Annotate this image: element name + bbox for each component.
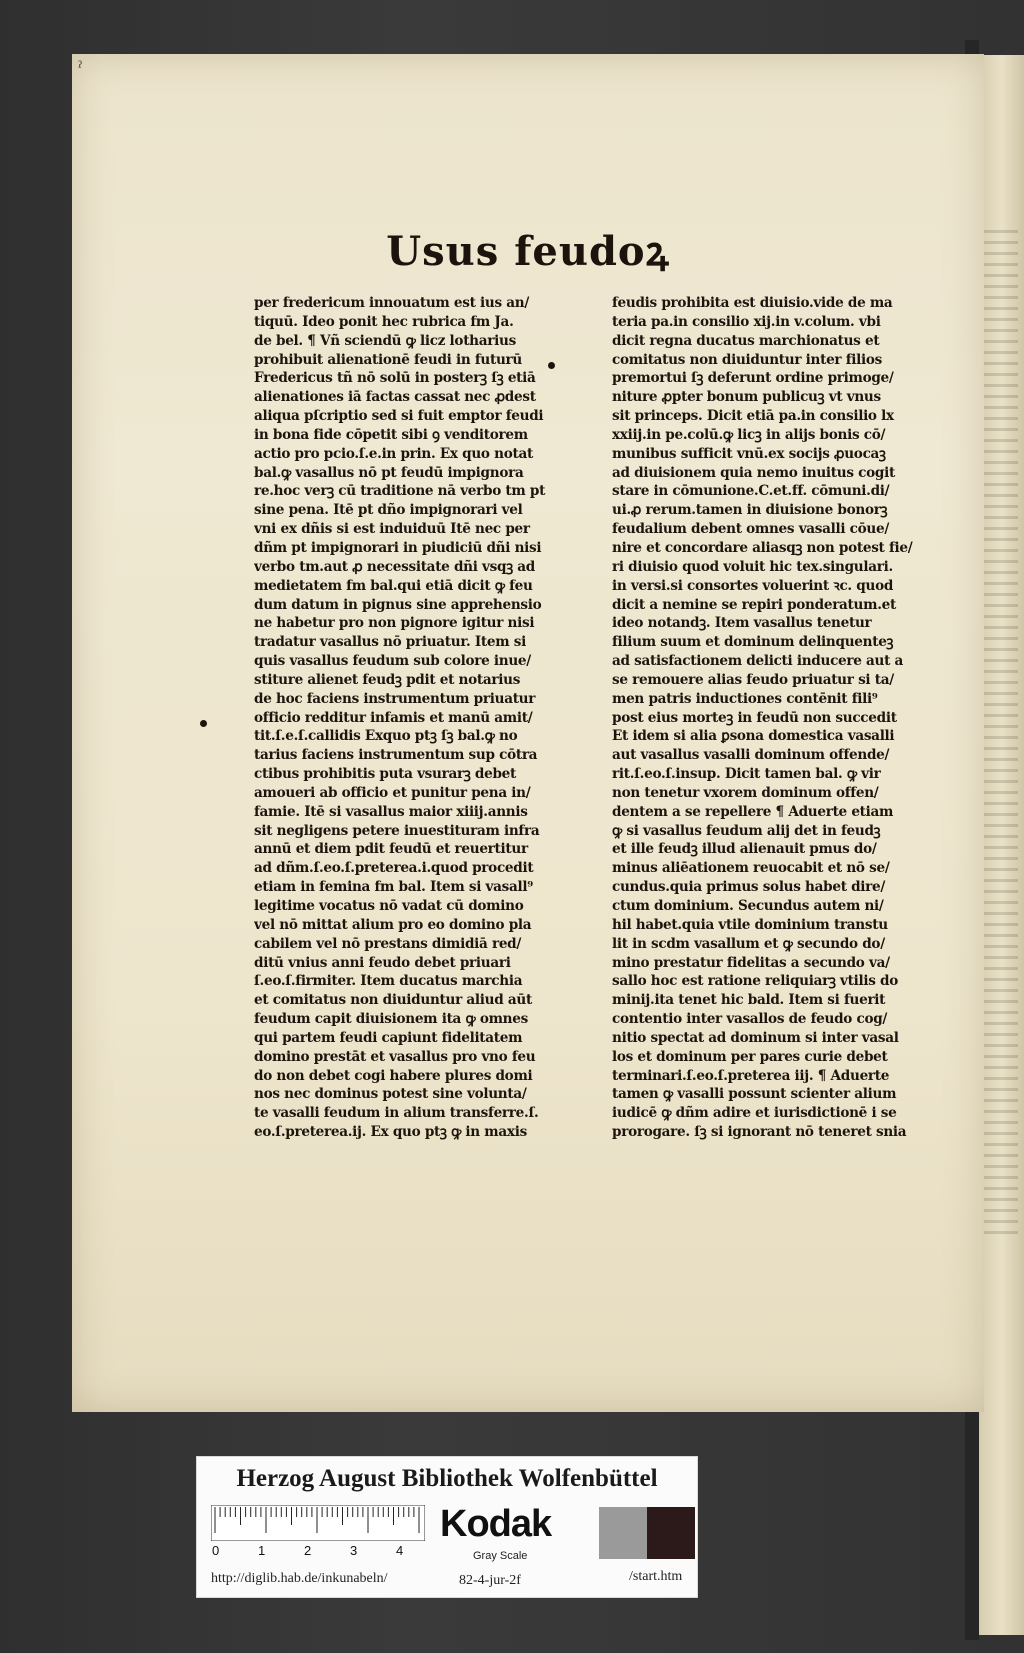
text-line: premortui ſꝫ deferunt ordine primoge/	[612, 370, 894, 387]
text-line: prorogare. ſꝫ si ignorant nō teneret snia	[612, 1124, 907, 1141]
text-line: feudum capit diuisionem ita ꝙ omnes	[254, 1011, 528, 1028]
text-line: se remouere alias feudo priuatur si ta/	[612, 671, 894, 688]
text-line: niture ꝓpter bonum publicuꝫ vt vnus	[612, 389, 881, 406]
text-line: ui.ꝓ rerum.tamen in diuisione bonorꝫ	[612, 502, 888, 519]
ruler-number: 2	[304, 1543, 312, 1558]
text-line: feudalium debent omnes vasalli cōue/	[612, 521, 890, 538]
text-line: te vasalli feudum in alium transferre.ſ.	[254, 1105, 539, 1122]
text-line: mino prestatur fidelitas a secundo va/	[612, 954, 890, 971]
text-line: ri diuisio quod voluit hic tex.singulari.	[612, 558, 893, 575]
text-line: et comitatus non diuiduntur aliud aūt	[254, 992, 532, 1009]
text-line: annū et diem pdit feudū et reuertitur	[254, 841, 528, 858]
text-line: de bel. ¶ Vñ sciendū ꝙ licz lotharius	[254, 332, 516, 349]
text-line: cabilem vel nō prestans dimidiā red/	[254, 935, 522, 952]
text-line: dicit regna ducatus marchionatus et	[612, 332, 880, 349]
ruler-number: 4	[396, 1543, 404, 1558]
text-line: minij.ita tenet hic bald. Item si fuerit	[612, 992, 886, 1009]
text-line: dum datum in pignus sine apprehensio	[254, 596, 542, 613]
text-line: ad satisfactionem delicti inducere aut a	[612, 653, 904, 670]
text-line: medietatem fm bal.qui etiā dicit ꝙ feu	[254, 577, 533, 594]
ink-dot	[548, 362, 555, 369]
text-line: ad dñm.ſ.eo.ſ.preterea.i.quod procedit	[254, 860, 534, 877]
text-line: amoueri ab officio et punitur pena in/	[254, 784, 531, 801]
text-line: stiture alienet feudꝫ pdit et notarius	[254, 671, 521, 688]
color-target-card	[196, 1456, 698, 1598]
text-line: terminari.ſ.eo.ſ.preterea iij. ¶ Aduerte	[612, 1067, 890, 1084]
text-line: ctum dominium. Secundus autem ni/	[612, 898, 884, 914]
text-line: post eius morteꝫ in feudū non succedit	[612, 709, 897, 726]
text-line: tradatur vasallus nō priuatur. Item si	[254, 634, 526, 651]
text-line: alienationes iā factas cassat nec ꝓdest	[254, 389, 536, 406]
text-line: prohibuit alienationē feudi in futurū	[254, 351, 522, 368]
text-line: famie. Itē si vasallus maior xiiij.annis	[254, 803, 528, 820]
text-line: tarius faciens instrumentum sup cōtra	[254, 747, 538, 764]
incunable-page	[72, 54, 984, 1412]
text-line: etiam in femina fm bal. Item si vasall⁹	[254, 879, 533, 896]
text-line: ctibus prohibitis puta vsurarꝫ debet	[254, 766, 517, 783]
scale-ruler	[211, 1505, 425, 1541]
text-line: tit.ſ.e.ſ.callidis Exquo ptꝫ ſꝫ bal.ꝙ no	[254, 728, 518, 745]
digital-library-url: http://diglib.hab.de/inkunabeln/	[211, 1571, 388, 1586]
right-text-column	[612, 294, 942, 1142]
gray-swatch	[599, 1507, 647, 1559]
text-line: Fredericus tñ nō solū in posterꝫ ſꝫ etiā	[254, 370, 536, 387]
text-line: quis vasallus feudum sub colore inue/	[254, 653, 531, 670]
text-line: feudis prohibita est diuisio.vide de ma	[612, 295, 893, 311]
text-line: sallo hoc est ratione reliquiarꝫ vtilis do	[612, 973, 898, 990]
margin-dot	[200, 720, 207, 727]
shelfmark: 82-4-jur-2f	[459, 1573, 521, 1588]
text-line: qui partem feudi capiunt fidelitatem	[254, 1029, 523, 1046]
text-line: contentio inter vasallos de feudo cog/	[612, 1011, 888, 1028]
text-line: eo.ſ.preterea.ij. Ex quo ptꝫ ꝙ in maxis	[254, 1124, 527, 1141]
text-line: los et dominum per pares curie debet	[612, 1048, 888, 1065]
text-line: comitatus non diuiduntur inter filios	[612, 351, 882, 368]
start-link: /start.htm	[629, 1569, 683, 1584]
text-line: et ille feudꝫ illud alienauit pmus do/	[612, 841, 877, 858]
text-line: rit.ſ.eo.ſ.insup. Dicit tamen bal. ꝙ vir	[612, 766, 881, 783]
text-line: teria pa.in consilio xij.in v.colum. vbi	[612, 313, 881, 330]
text-line: hil habet.quia vtile dominium transtu	[612, 916, 888, 933]
text-line: per fredericum innouatum est ius an/	[254, 295, 530, 311]
text-line: munibus sufficit vnū.ex socijs ꝓuocaꝫ	[612, 445, 886, 462]
text-line: dentem a se repellere ¶ Aduerte etiam	[612, 803, 894, 820]
adjacent-page-text-bleed	[982, 230, 1018, 1240]
text-line: do non debet cogi habere plures domi	[254, 1067, 533, 1084]
text-line: ſ.eo.ſ.firmiter. Item ducatus marchia	[254, 973, 523, 990]
ruler-number: 0	[212, 1543, 220, 1558]
text-line: dicit a nemine se repiri ponderatum.et	[612, 596, 896, 613]
text-line: aliqua pſcriptio sed si fuit emptor feudi	[254, 408, 544, 425]
kodak-logo: Kodak	[440, 1503, 552, 1545]
text-line: verbo tm.aut ꝓ necessitate dñi vsqꝫ ad	[254, 558, 535, 575]
text-line: men patris inductiones contēnit fili⁹	[612, 690, 878, 707]
dark-swatch	[647, 1507, 695, 1559]
ruler-numbers	[211, 1543, 425, 1559]
text-line: stare in cōmunione.C.et.ff. cōmuni.di/	[612, 483, 890, 500]
text-line: bal.ꝙ vasallus nō pt feudū impignora	[254, 464, 524, 481]
library-name: Herzog August Bibliothek Wolfenbüttel	[236, 1465, 658, 1492]
text-line: sit negligens petere inuestituram infra	[254, 822, 540, 839]
text-line: filium suum et dominum delinquenteꝫ	[612, 634, 894, 651]
text-line: Et idem si alia ꝑsona domestica vasalli	[612, 728, 895, 745]
text-line: tamen ꝙ vasalli possunt scienter alium	[612, 1086, 897, 1103]
left-text-column	[254, 294, 584, 1142]
text-line: minus aliēationem reuocabit et nō se/	[612, 860, 890, 877]
text-line: xxiij.in pe.colū.ꝙ licꝫ in alijs bonis cō/	[612, 426, 886, 443]
text-line: ideo notandꝫ. Item vasallus tenetur	[612, 615, 872, 632]
text-line: dñm pt impignorari in piudiciū dñi nisi	[254, 539, 542, 556]
text-line: de hoc faciens instrumentum priuatur	[254, 690, 536, 707]
text-line: nos nec dominus potest sine volunta/	[254, 1086, 527, 1103]
text-line: vel nō mittat alium pro eo domino pla	[254, 916, 532, 933]
text-line: ne habetur pro non pignore igitur nisi	[254, 615, 535, 632]
text-line: sine pena. Itē pt dño impignorari vel	[254, 502, 523, 519]
text-line: iudicē ꝙ dñm adire et iurisdictionē i se	[612, 1105, 897, 1122]
text-line: ditū vnius anni feudo debet priuari	[254, 954, 511, 971]
text-line: ad diuisionem quia nemo inuitus cogit	[612, 464, 895, 481]
page-header: Usus feudoꝝ	[386, 228, 670, 275]
text-line: in bona fide cōpetit sibi ꝯ venditorem	[254, 426, 528, 443]
ruler-number: 3	[350, 1543, 358, 1558]
text-line: re.hoc verꝫ cū traditione nā verbo tm pt	[254, 483, 546, 500]
ruler-number: 1	[258, 1543, 266, 1558]
text-line: vni ex dñis si est induiduū Itē nec per	[254, 521, 530, 538]
text-line: nitio spectat ad dominum si inter vasal	[612, 1029, 899, 1046]
text-line: ꝙ si vasallus feudum alij det in feudꝫ	[612, 822, 881, 839]
text-line: domino prestāt et vasallus pro vno feu	[254, 1048, 536, 1065]
gray-scale-label: Gray Scale	[473, 1550, 528, 1562]
text-line: nire et concordare aliasqꝫ non potest fie/	[612, 539, 913, 556]
text-line: legitime vocatus nō vadat cū domino	[254, 898, 524, 914]
corner-mark: ˀ	[78, 58, 83, 77]
text-line: sit princeps. Dicit etiā pa.in consilio lx	[612, 408, 894, 425]
text-line: in versi.si consortes voluerint ꝛc. quod	[612, 577, 894, 594]
text-line: non tenetur vxorem dominum offen/	[612, 784, 879, 801]
text-line: tiquū. Ideo ponit hec rubrica fm Ja.	[254, 313, 514, 330]
text-line: aut vasallus vasalli dominum offende/	[612, 747, 890, 764]
text-line: officio redditur infamis et manū amit/	[254, 709, 533, 726]
text-line: lit in scdm vasallum et ꝙ secundo do/	[612, 935, 885, 952]
text-line: actio pro pcio.ſ.e.in prin. Ex quo notat	[254, 445, 533, 462]
text-line: cundus.quia primus solus habet dire/	[612, 879, 886, 896]
